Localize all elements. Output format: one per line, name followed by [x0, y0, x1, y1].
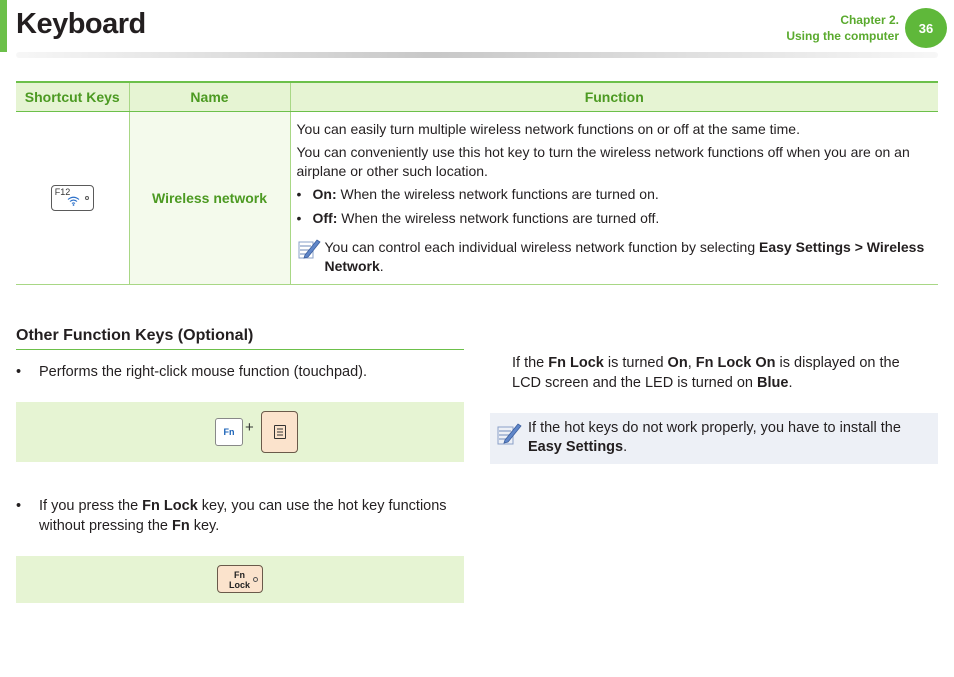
text-part: key.	[189, 518, 220, 534]
note-text-end: .	[379, 258, 384, 274]
fn-lock-key-label-bottom: Lock	[229, 580, 251, 590]
led-indicator-icon	[85, 196, 89, 200]
bullet-icon: •	[16, 498, 22, 514]
shortcut-keys-table	[16, 81, 938, 285]
list-item	[297, 185, 931, 204]
fn-lock-key-image	[217, 565, 263, 593]
table-row	[16, 111, 938, 284]
page-number-badge: 36	[905, 8, 947, 48]
fn-lock-on-description	[512, 353, 932, 393]
column-header-name: Name	[129, 82, 290, 111]
easy-settings-term: Easy Settings	[528, 439, 624, 455]
blue-term: Blue	[757, 375, 789, 391]
function-description-1: You can easily turn multiple wireless network functions on or off at the same time.	[296, 121, 800, 137]
wireless-icon	[67, 196, 80, 206]
fn-lock-key-panel	[16, 556, 464, 603]
menu-key-image	[261, 411, 298, 453]
table-note	[297, 238, 931, 276]
function-description-2: You can conveniently use this hot key to turn the wireless network functions off when you are on an airplane or other such location.	[296, 144, 910, 179]
hot-keys-note-text	[528, 419, 930, 464]
list-item	[16, 362, 464, 382]
bullet-icon: •	[16, 364, 22, 380]
text-part: If the	[512, 355, 549, 371]
bullet-text: When the wireless network functions are turned off.	[337, 210, 660, 226]
fn-lock-on-term: Fn Lock On	[695, 355, 776, 371]
text-part: .	[623, 439, 628, 455]
fn-term: Fn	[172, 518, 190, 534]
chapter-title: Using the computer	[786, 29, 899, 43]
name-cell: Wireless network	[129, 111, 290, 284]
fn-key-image: Fn	[215, 418, 243, 446]
note-setting-path: Easy Settings > Wireless Network	[324, 239, 925, 274]
text-part: ,	[687, 355, 696, 371]
plus-sign: +	[245, 419, 254, 436]
list-item	[297, 209, 931, 228]
text-part: is turned	[603, 355, 668, 371]
title-accent-bar	[0, 0, 7, 52]
bullet-term: Off:	[312, 210, 338, 226]
page-title: Keyboard	[16, 8, 146, 40]
chapter-label	[786, 12, 899, 44]
text-part: .	[788, 375, 793, 391]
shortcut-cell	[16, 111, 129, 284]
note-pencil-icon	[496, 419, 528, 464]
text-part: If you press the	[39, 498, 143, 514]
section-title: Other Function Keys (Optional)	[16, 327, 464, 350]
fn-lock-description	[39, 496, 464, 536]
key-combo-panel	[16, 402, 464, 462]
fn-lock-key-label-top: Fn	[234, 570, 245, 580]
bullet-term: On:	[312, 186, 337, 202]
list-item	[16, 496, 464, 536]
bullet-icon: •	[296, 186, 302, 202]
note-text-part: You can control each individual wireless network function by selecting	[324, 239, 760, 255]
text-part: If the hot keys do not work properly, you have to install the	[528, 420, 901, 436]
column-header-function: Function	[290, 82, 938, 111]
fn-lock-term: Fn Lock	[548, 355, 604, 371]
chapter-number: Chapter 2.	[840, 13, 899, 27]
text-part: is displayed on the LCD screen and the LED is turned on	[512, 355, 900, 391]
hot-keys-note	[490, 413, 938, 464]
on-term: On	[667, 355, 688, 371]
note-pencil-icon	[297, 238, 325, 276]
menu-key-icon	[274, 425, 286, 439]
fn-lock-term: Fn Lock	[142, 498, 198, 514]
column-header-shortcut: Shortcut Keys	[16, 82, 129, 111]
bullet-text: When the wireless network functions are turned on.	[336, 186, 659, 202]
bullet-icon: •	[296, 210, 302, 226]
header-divider	[16, 52, 938, 58]
right-click-description: Performs the right-click mouse function (touchpad).	[39, 364, 367, 380]
function-cell	[290, 111, 938, 284]
table-header-row	[16, 82, 938, 111]
text-part: key, you can use the hot key functions without pressing the	[39, 498, 447, 534]
led-indicator-icon	[253, 577, 258, 582]
f12-key-image	[51, 185, 94, 211]
f12-key-label: F12	[54, 186, 71, 197]
table-note-text	[325, 238, 931, 276]
